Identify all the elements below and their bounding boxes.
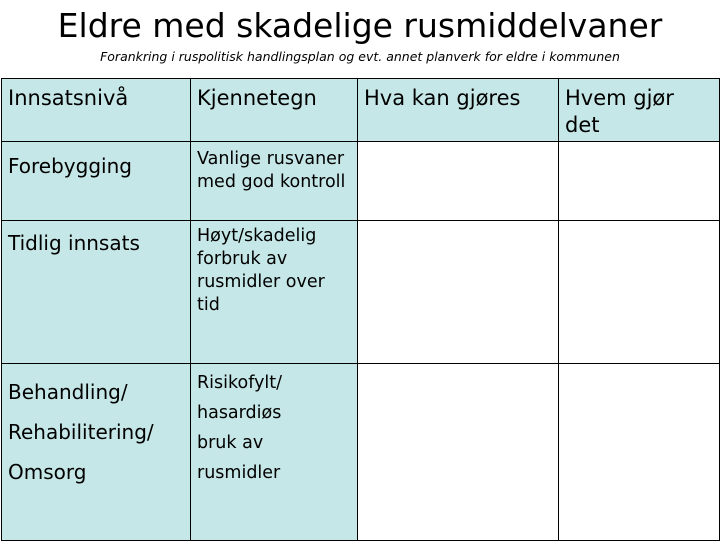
header-cell-level: Innsatsnivå <box>2 79 191 142</box>
level-text: Forebygging <box>8 154 132 178</box>
actions-cell[interactable] <box>358 221 559 364</box>
table-header-row <box>2 79 720 142</box>
page-title: Eldre med skadelige rusmiddelvaner <box>57 6 663 45</box>
traits-text: bruk av <box>197 433 264 453</box>
who-cell[interactable] <box>559 142 720 221</box>
level-cell <box>2 142 191 221</box>
header-cell-traits: Kjennetegn <box>191 79 358 142</box>
table-row <box>2 364 720 541</box>
header-cell-actions: Hva kan gjøres <box>358 79 559 142</box>
traits-cell <box>191 142 358 221</box>
level-cell <box>2 221 191 364</box>
traits-text: Risikofylt/ <box>197 373 283 393</box>
who-cell[interactable] <box>559 221 720 364</box>
traits-text: rusmidler over <box>197 272 325 292</box>
table-row <box>2 221 720 364</box>
traits-text: med god kontroll <box>197 172 346 192</box>
traits-text: hasardiøs <box>197 403 282 423</box>
traits-text: tid <box>197 295 220 315</box>
actions-cell[interactable] <box>358 142 559 221</box>
level-text: Omsorg <box>8 460 87 484</box>
table-row <box>2 142 720 221</box>
actions-cell[interactable] <box>358 364 559 541</box>
intervention-table <box>1 78 720 541</box>
level-text: Rehabilitering/ <box>8 420 154 444</box>
header-cell-who: Hvem gjør det <box>559 79 720 142</box>
traits-text: forbruk av <box>197 249 288 269</box>
traits-text: rusmidler <box>197 463 281 483</box>
level-text: Behandling/ <box>8 380 128 404</box>
who-cell[interactable] <box>559 364 720 541</box>
level-text: Tidlig innsats <box>8 231 140 255</box>
traits-text: Høyt/skadelig <box>197 226 317 246</box>
level-cell <box>2 364 191 541</box>
traits-cell <box>191 221 358 364</box>
page-subtitle: Forankring i ruspolitisk handlingsplan og evt. annet planverk for eldre i kommunen <box>100 49 620 64</box>
traits-cell <box>191 364 358 541</box>
traits-text: Vanlige rusvaner <box>197 149 345 169</box>
